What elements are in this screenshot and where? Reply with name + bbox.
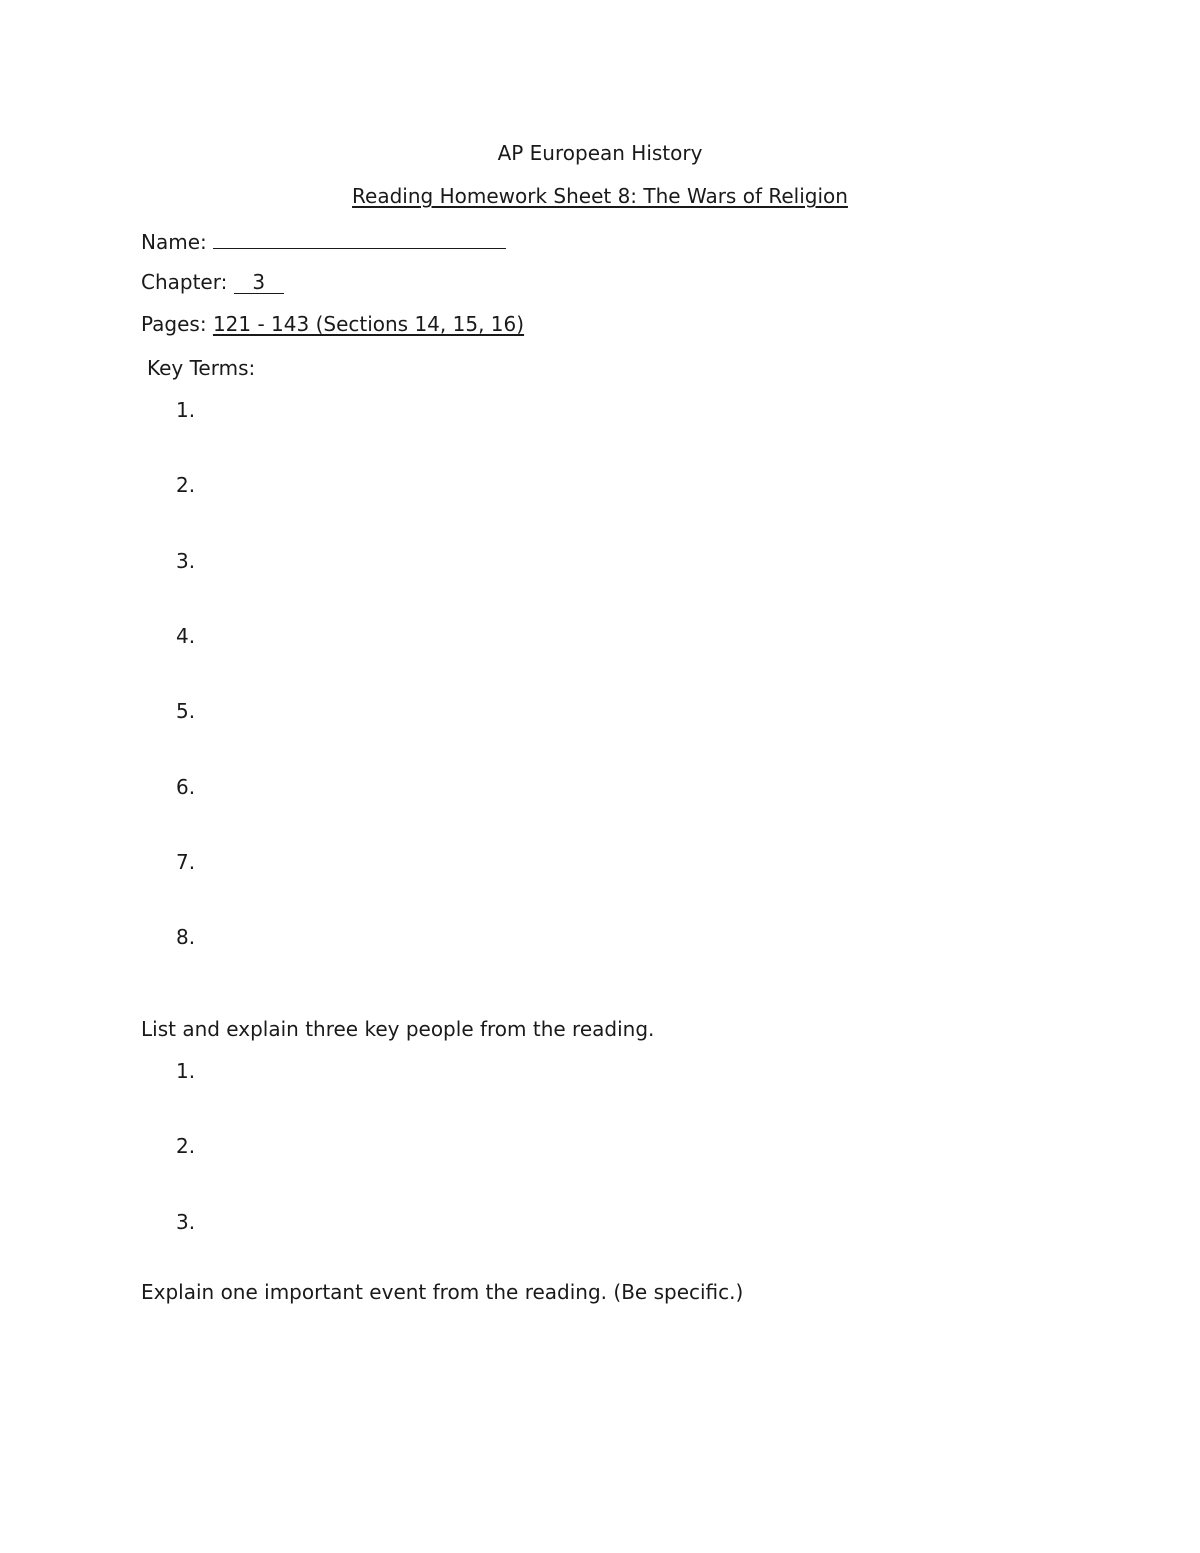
chapter-row	[141, 270, 284, 294]
key-term-number: 8.	[176, 925, 196, 949]
pages-label: Pages:	[141, 312, 207, 336]
chapter-value: 3	[234, 271, 284, 294]
key-people-prompt: List and explain three key people from the reading.	[141, 1017, 655, 1041]
sheet-title-text: Reading Homework Sheet 8: The Wars of Religion	[352, 184, 848, 208]
key-person-number: 2.	[176, 1134, 196, 1158]
key-term-number: 6.	[176, 775, 196, 799]
key-term-number: 2.	[176, 473, 196, 497]
key-person-number: 3.	[176, 1210, 196, 1234]
key-term-number: 3.	[176, 549, 196, 573]
event-prompt: Explain one important event from the reading. (Be specific.)	[141, 1280, 744, 1304]
key-term-number: 4.	[176, 624, 196, 648]
name-blank-line[interactable]	[213, 228, 506, 249]
chapter-label: Chapter:	[141, 270, 228, 294]
name-row	[141, 228, 506, 254]
key-person-number: 1.	[176, 1059, 196, 1083]
key-term-number: 5.	[176, 699, 196, 723]
key-term-number: 1.	[176, 398, 196, 422]
pages-row	[141, 312, 524, 336]
name-label: Name:	[141, 230, 207, 254]
course-title: AP European History	[497, 141, 703, 165]
key-term-number: 7.	[176, 850, 196, 874]
key-terms-label: Key Terms:	[147, 356, 256, 380]
sheet-title	[0, 184, 1200, 208]
pages-value: 121 - 143 (Sections 14, 15, 16)	[212, 312, 525, 336]
